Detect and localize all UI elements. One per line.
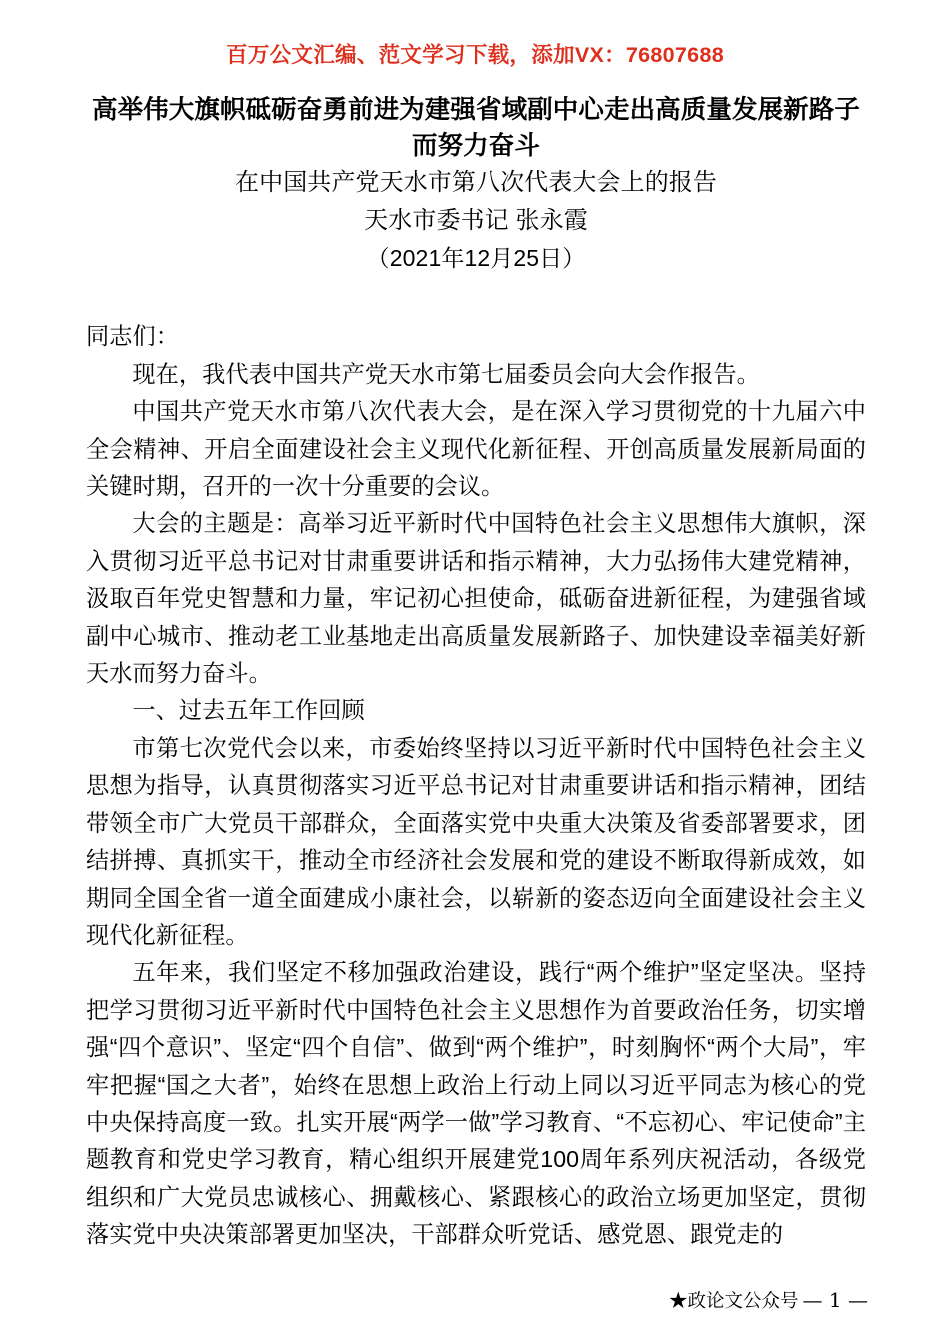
paragraph: 中国共产党天水市第八次代表大会，是在深入学习贯彻党的十九届六中全会精神、开启全面建设社会主义现代化新征程、开创高质量发展新局面的关键时期，召开的一次十分重要的会议。: [86, 398, 866, 500]
paragraph: 五年来，我们坚定不移加强政治建设，践行“两个维护”坚定坚决。坚持把学习贯彻习近平新时代中国特色社会主义思想作为首要政治任务，切实增强“四个意识”、坚定“四个自信”、做到“两个维护”，时刻胸怀“两个大局”，牢牢把握“国之大者”，始终在思想上政治上行动上同以习近平同志为核心的党中央保持高度一致。扎实开展“两学一做”学习教育、“不忘初心、牢记使命”主题教育和党史学习教育，精心组织开展建党100周年系列庆祝活动，各级党组织和广大党员忠诚核心、拥戴核心、紧跟核心的政治立场更加坚定，贯彻落实党中央决策部署更加坚决，干部群众听党话、感党恩、跟党走的: [86, 959, 866, 1248]
document-title: 高举伟大旗帜砥砺奋勇前进为建强省域副中心走出高质量发展新路子而努力奋斗: [91, 96, 860, 161]
paragraph: 大会的主题是：高举习近平新时代中国特色社会主义思想伟大旗帜，深入贯彻习近平总书记对甘肃重要讲话和指示精神，大力弘扬伟大建党精神，汲取百年党史智慧和力量，牢记初心担使命，砥砺奋进新征程，为建强省域副中心城市、推动老工业基地走出高质量发展新路子、加快建设幸福美好新天水而努力奋斗。: [86, 510, 866, 687]
page-number: — 1 —: [802, 1288, 868, 1312]
salutation: 同志们：: [86, 323, 179, 350]
promo-banner: 百万公文汇编、范文学习下载，添加VX：76807688: [226, 43, 724, 67]
page-footer: [0, 1288, 950, 1313]
document-content: [86, 92, 866, 1254]
footer-brand: ★政论文公众号: [669, 1291, 799, 1312]
section-heading-one: 一、过去五年工作回顾: [132, 697, 365, 724]
document-byline: 天水市委书记 张永霞: [364, 206, 588, 234]
paragraph: 市第七次党代会以来，市委始终坚持以习近平新时代中国特色社会主义思想为指导，认真贯彻落实习近平总书记对甘肃重要讲话和指示精神，团结带领全市广大党员干部群众，全面落实党中央重大决策及省委部署要求，团结拼搏、真抓实干，推动全市经济社会发展和党的建设不断取得新成效，如期同全国全省一道全面建成小康社会，以崭新的姿态迈向全面建设社会主义现代化新征程。: [86, 734, 866, 948]
document-subtitle: 在中国共产党天水市第八次代表大会上的报告: [235, 169, 717, 197]
document-date: （2021年12月25日）: [366, 245, 586, 272]
document-body: [86, 318, 866, 1253]
paragraph: 现在，我代表中国共产党天水市第七届委员会向大会作报告。: [132, 360, 760, 387]
